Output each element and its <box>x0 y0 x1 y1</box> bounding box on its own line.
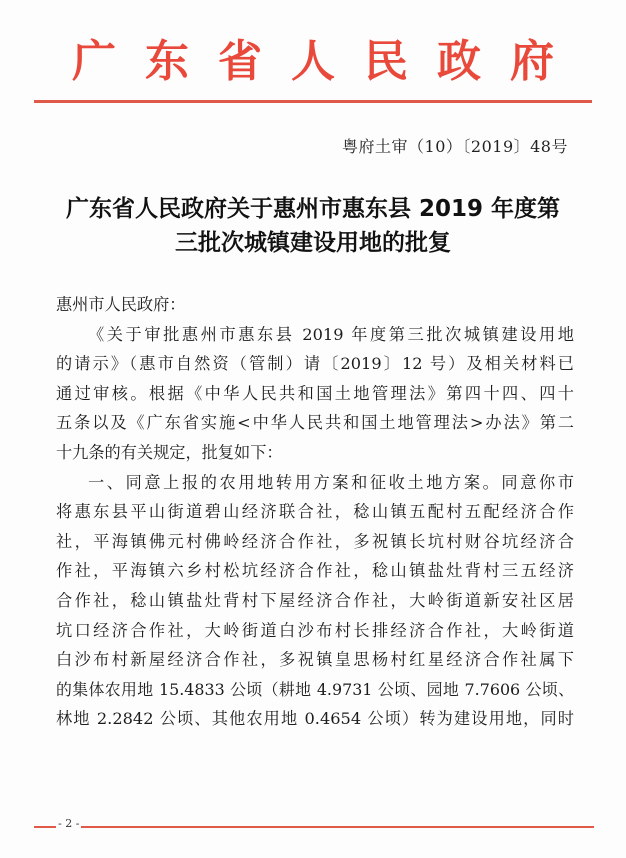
document-title <box>40 192 586 260</box>
body-line: 一、同意上报的农用地转用方案和征收土地方案。同意你市 <box>88 472 574 492</box>
issuer-char: 人 <box>291 36 335 87</box>
page-number: - 2 - <box>58 817 80 830</box>
header-divider <box>34 100 592 103</box>
salutation: 惠州市人民政府： <box>56 295 186 314</box>
title-line-2: 三批次城镇建设用地的批复 <box>175 230 451 256</box>
footer-divider <box>34 826 594 828</box>
issuer-char: 省 <box>218 36 262 87</box>
body-line: 坑口经济合作社，大岭街道白沙布村长排经济合作社，大岭街道 <box>56 620 574 640</box>
body-line: 《关于审批惠州市惠东县 2019 年度第三批次城镇建设用地 <box>88 324 574 344</box>
title-line-1: 广东省人民政府关于惠州市惠东县 2019 年度第 <box>65 196 561 222</box>
issuer-char: 民 <box>364 36 408 87</box>
body-line: 社，平海镇佛元村佛岭经济合作社，多祝镇长坑村财谷坑经济合 <box>56 531 574 551</box>
body-line: 的集体农用地 15.4833 公顷（耕地 4.9731 公顷、园地 7.7606 公顷、 <box>56 679 574 699</box>
issuer-char: 东 <box>145 36 189 87</box>
body-line: 通过审核。根据《中华人民共和国土地管理法》第四十四、四十 <box>56 383 574 403</box>
issuer-char: 府 <box>510 36 554 87</box>
issuer-header <box>36 34 590 90</box>
document-body <box>56 290 574 734</box>
body-line: 白沙布村新屋经济合作社，多祝镇皇思杨村红星经济合作社属下 <box>56 650 574 670</box>
body-line: 五条以及《广东省实施<中华人民共和国土地管理法>办法》第二 <box>56 413 574 433</box>
body-line: 合作社，稔山镇盐灶背村下屋经济合作社，大岭街道新安社区居 <box>56 590 574 610</box>
body-line: 将惠东县平山街道碧山经济联合社，稔山镇五配村五配经济合作 <box>56 502 574 522</box>
document-number: 粤府土审（10）〔2019〕48号 <box>342 137 568 156</box>
issuer-char: 政 <box>437 36 481 87</box>
issuer-char: 广 <box>72 36 116 87</box>
body-line: 十九条的有关规定，批复如下： <box>56 442 283 462</box>
body-line: 作社，平海镇六乡村松坑经济合作社，稔山镇盐灶背村三五经济 <box>56 561 574 581</box>
body-line: 的请示》（惠市自然资（管制）请〔2019〕12 号）及相关材料已 <box>56 354 574 374</box>
body-line: 林地 2.2842 公顷、其他农用地 0.4654 公顷）转为建设用地，同时 <box>56 709 574 729</box>
